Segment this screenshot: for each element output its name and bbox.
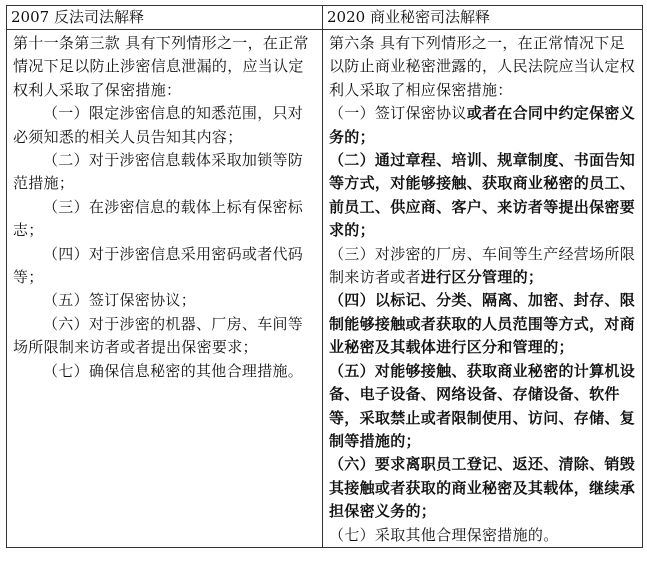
left-item-2: （二）对于涉密信息载体采取加锁等防范措施；	[13, 151, 304, 193]
right-item-4: （四）以标记、分类、隔离、加密、封存、限制能够接触或者获取的人员范围等方式，对商业秘密及其载体进行区分和管理的；	[329, 291, 636, 357]
left-item-4: （四）对于涉密信息采用密码或者代码等；	[13, 244, 304, 287]
content-row	[7, 30, 643, 548]
header-left: 2007 反法司法解释	[7, 6, 323, 30]
left-item-3: （三）在涉密信息的载体上标有保密标志；	[13, 197, 304, 240]
header-row	[7, 6, 643, 30]
right-item-3-normal: （三）对涉密的厂房、车间等生产经营场所限制来访者或者	[329, 244, 636, 287]
left-item-7: （七）确保信息秘密的其他合理措施。	[43, 361, 304, 380]
left-item-6: （六）对于涉密的机器、厂房、车间等场所限制来访者或者提出保密要求；	[13, 314, 304, 357]
right-item-7: （七）采取其他合理保密措施的。	[329, 525, 559, 544]
left-item-1: （一）限定涉密信息的知悉范围，只对必须知悉的相关人员告知其内容；	[13, 104, 304, 146]
comparison-table	[6, 5, 643, 548]
right-item-2: （二）通过章程、培训、规章制度、书面告知等方式，对能够接触、获取商业秘密的员工、前员工、供应商、客户、来访者等提出保密要求的；	[329, 151, 636, 240]
right-item-1-normal: （一）签订保密协议	[329, 104, 467, 123]
right-intro: 第六条 具有下列情形之一，在正常情况下足以防止商业秘密泄露的，人民法院应当认定权利人采取了相应保密措施：	[329, 34, 636, 99]
right-item-3-bold: 进行区分管理的；	[420, 268, 544, 287]
right-cell	[323, 30, 643, 548]
comparison-table-wrapper	[6, 5, 642, 556]
header-right: 2020 商业秘密司法解释	[323, 6, 643, 30]
right-item-3	[329, 243, 638, 290]
right-item-5: （五）对能够接触、获取商业秘密的计算机设备、电子设备、网络设备、存储设备、软件等，采取禁止或者限制使用、访问、存储、复制等措施的；	[329, 361, 636, 450]
right-item-1-bold: 或者在合同中约定保密义务的；	[329, 104, 636, 146]
right-item-1	[329, 102, 638, 149]
right-item-6: （六）要求离职员工登记、返还、清除、销毁其接触或者获取的商业秘密及其载体，继续承担保密义务的；	[329, 455, 636, 521]
left-item-5: （五）签订保密协议；	[43, 291, 197, 310]
left-cell	[7, 30, 323, 548]
left-intro: 第十一条第三款 具有下列情形之一，在正常情况下足以防止涉密信息泄漏的，应当认定权利人采取了保密措施：	[13, 34, 309, 99]
